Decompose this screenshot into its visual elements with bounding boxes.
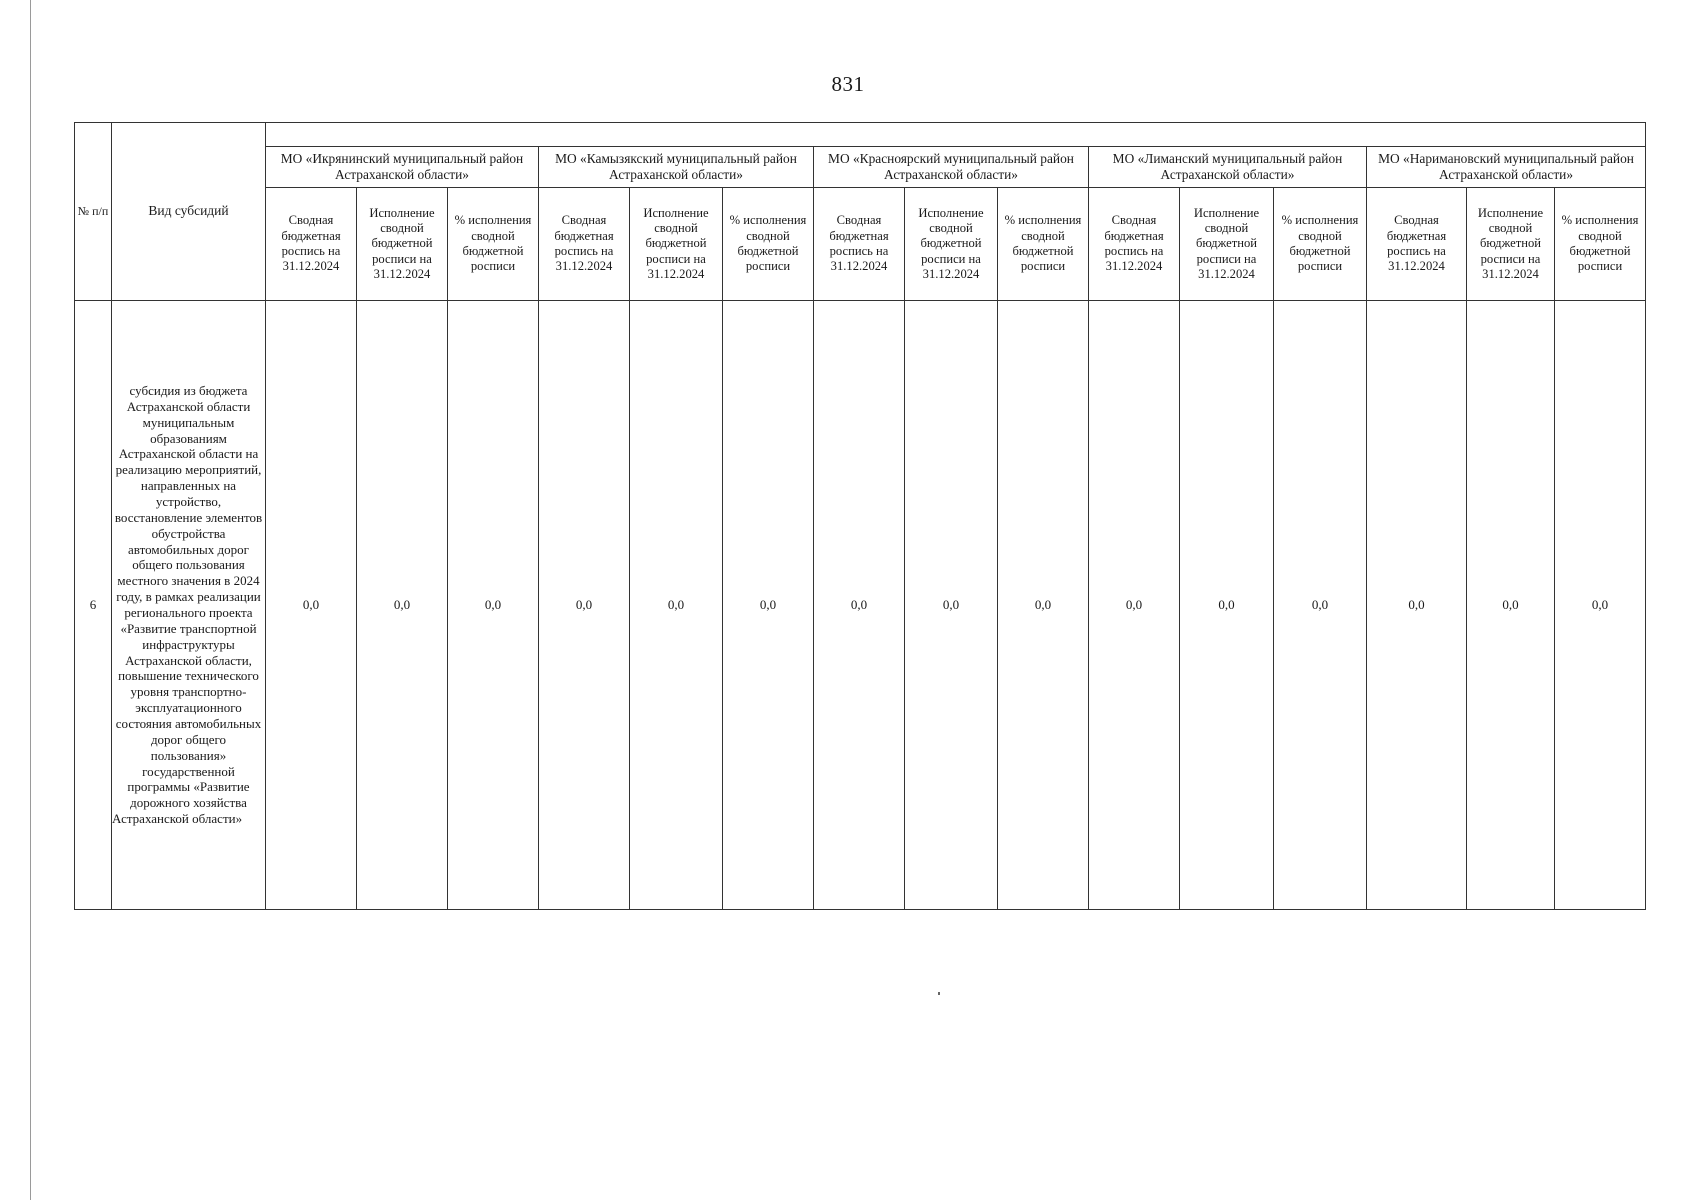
value-cell: 0,0 — [1089, 301, 1180, 910]
value-cell: 0,0 — [814, 301, 905, 910]
municipality-header: МО «Камызякский муниципальный район Астраханской области» — [539, 147, 814, 188]
column-header: Сводная бюджетная роспись на 31.12.2024 — [1367, 188, 1467, 301]
column-header: % исполнения сводной бюджетной росписи — [723, 188, 814, 301]
column-header: Исполнение сводной бюджетной росписи на 31.12.2024 — [1180, 188, 1274, 301]
header-top-blank-cell — [266, 123, 1646, 147]
value-cell: 0,0 — [1367, 301, 1467, 910]
value-cell: 0,0 — [357, 301, 448, 910]
value-cell: 0,0 — [630, 301, 723, 910]
subsidy-execution-table — [74, 122, 1646, 910]
column-header: % исполнения сводной бюджетной росписи — [1274, 188, 1367, 301]
value-cell: 0,0 — [539, 301, 630, 910]
value-cell: 0,0 — [723, 301, 814, 910]
row-number: 6 — [75, 301, 112, 910]
municipality-header: МО «Икрянинский муниципальный район Астраханской области» — [266, 147, 539, 188]
table-row — [75, 301, 1646, 910]
column-header: % исполнения сводной бюджетной росписи — [1555, 188, 1646, 301]
value-cell: 0,0 — [1555, 301, 1646, 910]
subsidy-kind-header: Вид субсидий — [112, 123, 266, 301]
value-cell: 0,0 — [266, 301, 357, 910]
value-cell: 0,0 — [1180, 301, 1274, 910]
column-header: Исполнение сводной бюджетной росписи на 31.12.2024 — [357, 188, 448, 301]
binding-margin-line — [30, 0, 31, 1200]
column-header: Исполнение сводной бюджетной росписи на 31.12.2024 — [630, 188, 723, 301]
value-cell: 0,0 — [905, 301, 998, 910]
column-header: Сводная бюджетная роспись на 31.12.2024 — [1089, 188, 1180, 301]
value-cell: 0,0 — [448, 301, 539, 910]
value-cell: 0,0 — [1274, 301, 1367, 910]
rownum-header: № п/п — [75, 123, 112, 301]
subsidy-kind-text: субсидия из бюджета Астраханской области муниципальным образованиям Астраханской области на реализацию мероприятий, направленных на устройство, восстановление элементов обустройства автомобильных дорог общего пользования местного значения в 2024 году, в рамках реализации регионального проекта «Развитие транспортной инфраструктуры Астраханской области, повышение технического уровня транспортно-эксплуатационного состояния автомобильных дорог общего пользования» государственной программы «Развитие дорожного хозяйства Астраханской области» — [112, 301, 266, 910]
column-header: Сводная бюджетная роспись на 31.12.2024 — [539, 188, 630, 301]
column-header: Сводная бюджетная роспись на 31.12.2024 — [266, 188, 357, 301]
column-header: Сводная бюджетная роспись на 31.12.2024 — [814, 188, 905, 301]
column-header: Исполнение сводной бюджетной росписи на 31.12.2024 — [1467, 188, 1555, 301]
column-header: % исполнения сводной бюджетной росписи — [998, 188, 1089, 301]
municipality-header-row — [75, 147, 1646, 188]
value-cell: 0,0 — [998, 301, 1089, 910]
header-top-row — [75, 123, 1646, 147]
page-number: 831 — [831, 72, 865, 96]
scan-mark — [938, 992, 940, 995]
column-header: % исполнения сводной бюджетной росписи — [448, 188, 539, 301]
column-header-row — [75, 188, 1646, 301]
municipality-header: МО «Красноярский муниципальный район Астраханской области» — [814, 147, 1089, 188]
municipality-header: МО «Лиманский муниципальный район Астраханской области» — [1089, 147, 1367, 188]
column-header: Исполнение сводной бюджетной росписи на 31.12.2024 — [905, 188, 998, 301]
value-cell: 0,0 — [1467, 301, 1555, 910]
municipality-header: МО «Наримановский муниципальный район Астраханской области» — [1367, 147, 1646, 188]
